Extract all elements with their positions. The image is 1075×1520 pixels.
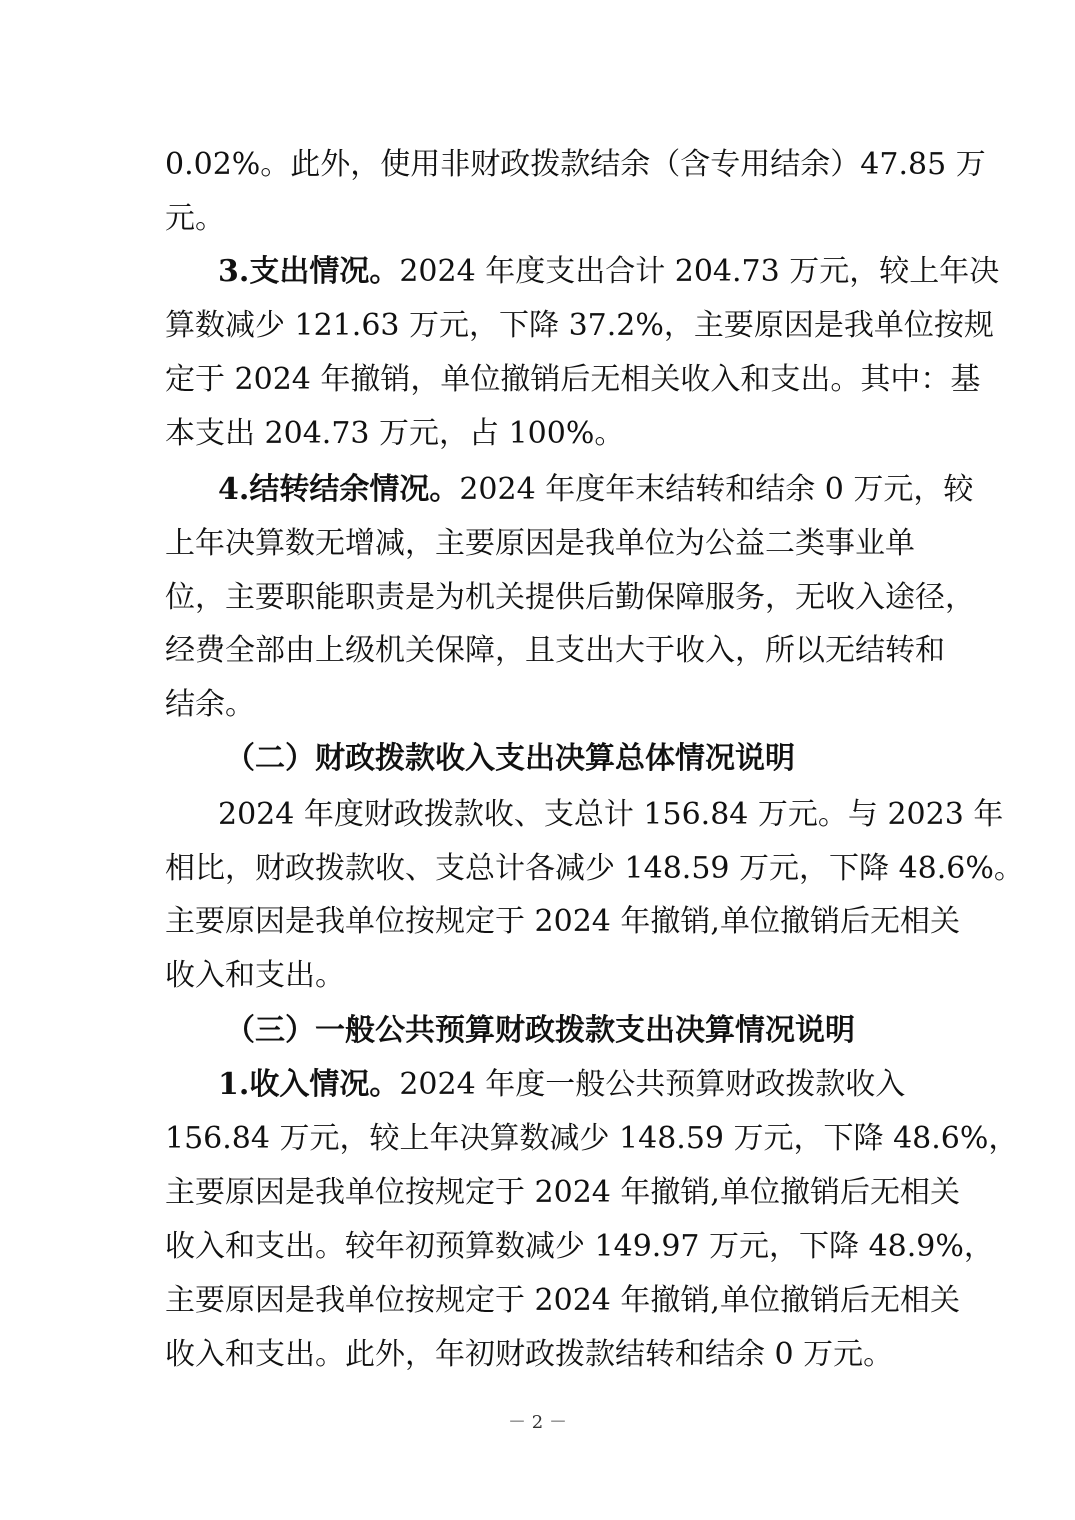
page-number: － 2 － xyxy=(508,1412,567,1433)
section-paragraph-line xyxy=(218,245,999,299)
body-text-line: 156.84 万元，较上年决算数减少 148.59 万元，下降 48.6%， xyxy=(165,1121,1019,1156)
section-paragraph-line xyxy=(218,463,973,517)
body-text-line: 2024 年度财政拨款收、支总计 156.84 万元。与 2023 年 xyxy=(218,797,1004,832)
body-text-line: 上年决算数无增减，主要原因是我单位为公益二类事业单 xyxy=(165,526,915,561)
body-text: 2024 年度年末结转和结余 0 万元，较 xyxy=(459,472,974,507)
body-text-line: 结余。 xyxy=(165,687,255,722)
body-text-line: 定于 2024 年撤销，单位撤销后无相关收入和支出。其中：基 xyxy=(165,362,981,397)
body-text-line: 位，主要职能职责是为机关提供后勤保障服务，无收入途径， xyxy=(165,580,975,615)
subsection-title: 4.结转结余情况。 xyxy=(218,472,460,507)
section-heading: （三）一般公共预算财政拨款支出决算情况说明 xyxy=(225,1013,855,1048)
body-text-line: 主要原因是我单位按规定于 2024 年撤销,单位撤销后无相关 xyxy=(165,1175,960,1210)
body-text-line: 收入和支出。 xyxy=(165,958,345,993)
body-text-line: 元。 xyxy=(165,201,225,236)
body-text-line: 相比，财政拨款收、支总计各减少 148.59 万元，下降 48.6%。 xyxy=(165,851,1024,886)
body-text-line: 收入和支出。此外，年初财政拨款结转和结余 0 万元。 xyxy=(165,1337,894,1372)
body-text-line: 算数减少 121.63 万元，下降 37.2%，主要原因是我单位按规 xyxy=(165,308,994,343)
body-text-line: 0.02%。此外，使用非财政拨款结余（含专用结余）47.85 万 xyxy=(165,147,986,182)
section-heading: （二）财政拨款收入支出决算总体情况说明 xyxy=(225,741,795,776)
subsection-title: 3.支出情况。 xyxy=(218,254,400,289)
body-text-line: 主要原因是我单位按规定于 2024 年撤销,单位撤销后无相关 xyxy=(165,1283,960,1318)
body-text: 2024 年度一般公共预算财政拨款收入 xyxy=(399,1067,906,1102)
body-text-line: 本支出 204.73 万元，占 100%。 xyxy=(165,416,625,451)
body-text-line: 经费全部由上级机关保障，且支出大于收入，所以无结转和 xyxy=(165,633,945,668)
body-text-line: 主要原因是我单位按规定于 2024 年撤销,单位撤销后无相关 xyxy=(165,904,960,939)
body-text: 2024 年度支出合计 204.73 万元，较上年决 xyxy=(399,254,1000,289)
body-text-line: 收入和支出。较年初预算数减少 149.97 万元，下降 48.9%， xyxy=(165,1229,994,1264)
subsection-title: 1.收入情况。 xyxy=(218,1067,400,1102)
section-paragraph-line xyxy=(218,1058,905,1112)
